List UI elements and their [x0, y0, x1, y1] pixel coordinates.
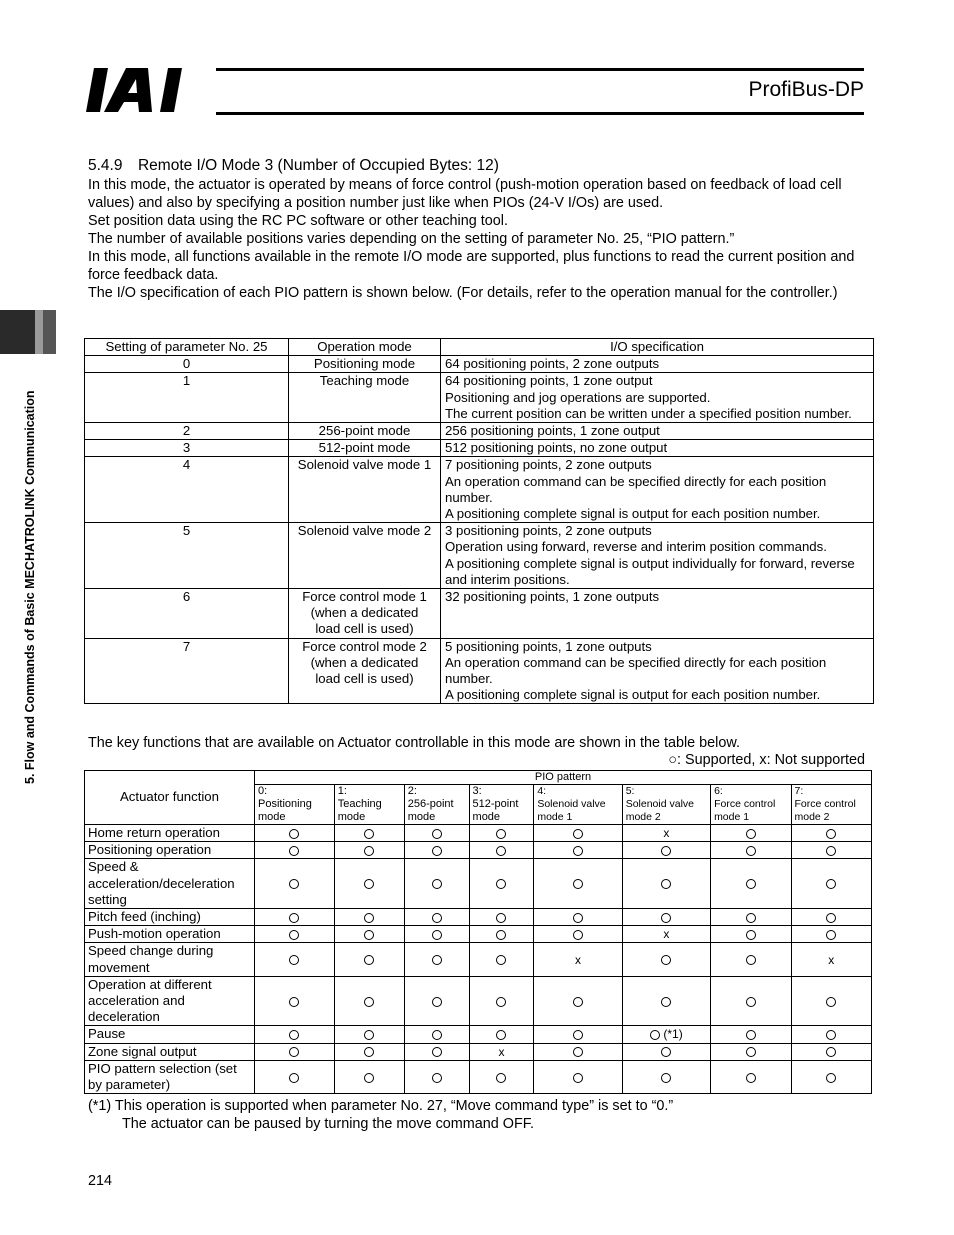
- supported-circle-icon: [661, 1047, 671, 1057]
- supported-circle-icon: [746, 1073, 756, 1083]
- mode-cell: [289, 423, 441, 440]
- mode-cell: [289, 356, 441, 373]
- supported-circle-icon: [661, 997, 671, 1007]
- table-row: [85, 457, 874, 523]
- supported-circle-icon: [496, 1073, 506, 1083]
- support-mark-cell: [469, 859, 534, 909]
- section-intro: [88, 176, 868, 302]
- table-row: [85, 440, 874, 457]
- supported-circle-icon: [746, 1047, 756, 1057]
- table-row: [85, 909, 872, 926]
- supported-circle-icon: [746, 829, 756, 839]
- support-mark-cell: [334, 1043, 404, 1060]
- support-mark-cell: [711, 859, 791, 909]
- supported-circle-icon: [573, 1047, 583, 1057]
- support-mark-cell: [534, 926, 622, 943]
- setting-cell: 3: [85, 440, 289, 457]
- support-legend: ○: Supported, x: Not supported: [668, 752, 865, 768]
- supported-circle-icon: [746, 955, 756, 965]
- supported-circle-icon: [432, 930, 442, 940]
- support-mark-cell: x: [534, 943, 622, 976]
- supported-circle-icon: [496, 955, 506, 965]
- supported-circle-icon: [746, 879, 756, 889]
- support-mark-cell: [334, 1060, 404, 1093]
- supported-circle-icon: [364, 1073, 374, 1083]
- spec-line: A positioning complete signal is output individually for forward, reverse and interim positions.: [445, 555, 855, 587]
- supported-circle-icon: [364, 829, 374, 839]
- table-row: [85, 373, 874, 423]
- pattern-name: Solenoid valve mode 1: [537, 798, 606, 823]
- mode-line: Solenoid valve mode 1: [297, 457, 432, 473]
- function-name-cell: Operation at different acceleration and deceleration: [85, 976, 255, 1026]
- spec-line: 3 positioning points, 2 zone outputs: [445, 523, 652, 539]
- support-mark-cell: [255, 909, 335, 926]
- mode-line: load cell is used): [315, 621, 414, 637]
- supported-circle-icon: [826, 829, 836, 839]
- intro-paragraph: The I/O specification of each PIO pattern is shown below. (For details, refer to the operation manual for the controller.): [88, 285, 838, 301]
- supported-circle-icon: [496, 930, 506, 940]
- table-row: [85, 589, 874, 639]
- supported-circle-icon: [573, 879, 583, 889]
- support-mark-cell: [404, 1060, 469, 1093]
- footnote-line: (*1) This operation is supported when parameter No. 27, “Move command type” is set to “0.”: [88, 1098, 674, 1114]
- pattern-number: 2:: [407, 785, 417, 797]
- pattern-name: Force control mode 1: [714, 798, 776, 823]
- function-name-cell: Positioning operation: [85, 842, 255, 859]
- spec-line: 512 positioning points, no zone output: [445, 440, 668, 456]
- pattern-header: [534, 785, 622, 825]
- pattern-number: 6:: [714, 785, 723, 797]
- support-mark-cell: [534, 1026, 622, 1043]
- table-row: [85, 1060, 872, 1093]
- supported-circle-icon: [661, 846, 671, 856]
- pattern-number: 5:: [625, 785, 635, 797]
- header-title: ProfiBus-DP: [748, 78, 864, 101]
- support-mark-cell: [404, 1043, 469, 1060]
- pattern-number: 1:: [337, 785, 347, 797]
- pattern-header: [711, 785, 791, 825]
- support-mark-cell: [469, 976, 534, 1026]
- spec-line: 256 positioning points, 1 zone output: [445, 423, 660, 439]
- support-mark-cell: [255, 1060, 335, 1093]
- column-header: Actuator function: [85, 771, 255, 825]
- support-mark-cell: [469, 825, 534, 842]
- mode-line: Solenoid valve mode 2: [297, 523, 432, 539]
- supported-circle-icon: [826, 1030, 836, 1040]
- support-mark-cell: [334, 909, 404, 926]
- spec-cell: [441, 523, 874, 589]
- supported-circle-icon: [289, 1073, 299, 1083]
- column-header: Operation mode: [289, 339, 441, 356]
- supported-circle-icon: [289, 997, 299, 1007]
- support-mark-cell: [334, 842, 404, 859]
- supported-circle-icon: [289, 879, 299, 889]
- spec-line: 32 positioning points, 1 zone outputs: [445, 589, 660, 605]
- section-heading: 5.4.9 Remote I/O Mode 3 (Number of Occupied Bytes: 12): [88, 157, 499, 174]
- mode-line: 256-point mode: [318, 423, 411, 439]
- supported-circle-icon: [364, 1030, 374, 1040]
- support-mark-cell: [404, 842, 469, 859]
- table-row: [85, 356, 874, 373]
- supported-circle-icon: [826, 1073, 836, 1083]
- function-name-cell: Speed & acceleration/deceleration setting: [85, 859, 255, 909]
- table-row: [85, 842, 872, 859]
- supported-circle-icon: [826, 930, 836, 940]
- table-row: [85, 523, 874, 589]
- spec-line: A positioning complete signal is output for each position number.: [445, 687, 821, 703]
- setting-cell: 7: [85, 638, 289, 704]
- supported-circle-icon: [573, 930, 583, 940]
- support-mark-cell: [791, 825, 872, 842]
- supported-circle-icon: [289, 1047, 299, 1057]
- mode-cell: [289, 589, 441, 639]
- supported-circle-icon: [661, 1073, 671, 1083]
- pattern-name: Solenoid valve mode 2: [625, 798, 694, 823]
- function-name-cell: Pause: [85, 1026, 255, 1043]
- mode-cell: [289, 457, 441, 523]
- table-header-row: [85, 339, 874, 356]
- support-mark-cell: [622, 943, 710, 976]
- column-header: I/O specification: [441, 339, 874, 356]
- supported-circle-icon: [573, 997, 583, 1007]
- mode-cell: [289, 638, 441, 704]
- supported-circle-icon: [364, 846, 374, 856]
- supported-circle-icon: [496, 1030, 506, 1040]
- note-ref: (*1): [660, 1027, 683, 1042]
- mode-line: (when a dedicated: [310, 654, 419, 670]
- support-mark-cell: [469, 943, 534, 976]
- pattern-number: 0:: [258, 785, 268, 797]
- supported-circle-icon: [573, 846, 583, 856]
- function-name-cell: Speed change during movement: [85, 943, 255, 976]
- footnote: [88, 1097, 673, 1133]
- function-name-cell: Home return operation: [85, 825, 255, 842]
- supported-circle-icon: [573, 913, 583, 923]
- pattern-header: [255, 785, 335, 825]
- support-mark-cell: x: [622, 926, 710, 943]
- support-mark-cell: [334, 1026, 404, 1043]
- supported-circle-icon: [432, 1047, 442, 1057]
- mode-line: (when a dedicated: [310, 605, 419, 621]
- support-mark-cell: [791, 909, 872, 926]
- support-mark-cell: [469, 926, 534, 943]
- support-mark-cell: [255, 859, 335, 909]
- support-mark-cell: x: [622, 825, 710, 842]
- pattern-header: [334, 785, 404, 825]
- spec-cell: [441, 423, 874, 440]
- support-mark-cell: [255, 926, 335, 943]
- support-mark-cell: [255, 943, 335, 976]
- support-mark-cell: [711, 909, 791, 926]
- support-mark-cell: [711, 976, 791, 1026]
- support-mark-cell: [711, 1060, 791, 1093]
- supported-circle-icon: [661, 955, 671, 965]
- table-row: [85, 976, 872, 1026]
- pattern-number: 4:: [537, 785, 547, 797]
- support-mark-cell: [711, 825, 791, 842]
- column-header: PIO pattern: [255, 771, 872, 785]
- pattern-header: [469, 785, 534, 825]
- table-row: [85, 1026, 872, 1043]
- supported-circle-icon: [289, 930, 299, 940]
- pattern-header: [791, 785, 872, 825]
- supported-circle-icon: [746, 846, 756, 856]
- key-functions-text: The key functions that are available on Actuator controllable in this mode are shown in the table below.: [88, 735, 740, 751]
- support-mark-cell: [469, 909, 534, 926]
- table-row: [85, 423, 874, 440]
- spec-line: An operation command can be specified directly for each position number.: [445, 654, 827, 687]
- function-support-table: [84, 770, 872, 1094]
- support-mark-cell: [534, 976, 622, 1026]
- support-mark-cell: [404, 926, 469, 943]
- support-mark-cell: [404, 859, 469, 909]
- supported-circle-icon: [289, 913, 299, 923]
- support-mark-cell: [534, 1060, 622, 1093]
- function-name-cell: PIO pattern selection (set by parameter): [85, 1060, 255, 1093]
- intro-paragraph: Set position data using the RC PC software or other teaching tool.: [88, 213, 508, 229]
- support-mark-cell: [534, 842, 622, 859]
- support-mark-cell: [404, 976, 469, 1026]
- support-mark-cell: [791, 842, 872, 859]
- support-mark-cell: [255, 1043, 335, 1060]
- mode-line: Teaching mode: [319, 373, 410, 389]
- supported-circle-icon: [746, 930, 756, 940]
- pattern-header: [622, 785, 710, 825]
- mode-line: Force control mode 2: [302, 638, 427, 654]
- pattern-name: 256-point mode: [407, 798, 454, 823]
- support-mark-cell: [622, 842, 710, 859]
- setting-cell: 4: [85, 457, 289, 523]
- support-mark-cell: [334, 859, 404, 909]
- support-mark-cell: [711, 1043, 791, 1060]
- spec-line: A positioning complete signal is output for each position number.: [445, 506, 821, 522]
- table-row: [85, 638, 874, 704]
- support-mark-cell: [622, 1043, 710, 1060]
- pattern-number: 7:: [794, 785, 804, 797]
- spec-cell: [441, 440, 874, 457]
- table-row: [85, 859, 872, 909]
- supported-circle-icon: [432, 1073, 442, 1083]
- mode-cell: [289, 523, 441, 589]
- chapter-tab-marker: [0, 310, 56, 354]
- mode-cell: [289, 373, 441, 423]
- table-row: [85, 1043, 872, 1060]
- supported-circle-icon: [746, 913, 756, 923]
- supported-circle-icon: [289, 829, 299, 839]
- spec-line: 64 positioning points, 1 zone output: [445, 373, 653, 389]
- mode-cell: [289, 440, 441, 457]
- support-mark-cell: [334, 943, 404, 976]
- intro-paragraph: The number of available positions varies depending on the setting of parameter No. 25, “PIO pattern.”: [88, 231, 735, 247]
- support-mark-cell: [334, 926, 404, 943]
- supported-circle-icon: [364, 879, 374, 889]
- support-mark-cell: [622, 909, 710, 926]
- supported-circle-icon: [289, 1030, 299, 1040]
- support-mark-cell: [622, 859, 710, 909]
- spec-line: 64 positioning points, 2 zone outputs: [445, 356, 660, 372]
- support-mark-cell: [622, 976, 710, 1026]
- support-mark-cell: [469, 1060, 534, 1093]
- chapter-side-label: 5. Flow and Commands of Basic MECHATROLINK Communication: [23, 390, 37, 784]
- supported-circle-icon: [432, 846, 442, 856]
- support-mark-cell: [791, 976, 872, 1026]
- support-mark-cell: [534, 825, 622, 842]
- supported-circle-icon: [432, 1030, 442, 1040]
- support-mark-cell: [711, 842, 791, 859]
- supported-circle-icon: [661, 879, 671, 889]
- support-mark-cell: [469, 842, 534, 859]
- supported-circle-icon: [573, 1030, 583, 1040]
- page-number: 214: [88, 1173, 113, 1189]
- supported-circle-icon: [573, 829, 583, 839]
- supported-circle-icon: [826, 913, 836, 923]
- supported-circle-icon: [496, 879, 506, 889]
- pattern-name: Force control mode 2: [794, 798, 856, 823]
- function-name-cell: Pitch feed (inching): [85, 909, 255, 926]
- supported-circle-icon: [826, 846, 836, 856]
- function-name-cell: Push-motion operation: [85, 926, 255, 943]
- spec-line: 5 positioning points, 1 zone outputs: [445, 638, 652, 654]
- spec-line: An operation command can be specified directly for each position number.: [445, 473, 827, 505]
- spec-cell: [441, 457, 874, 523]
- support-mark-cell: [534, 1043, 622, 1060]
- spec-cell: [441, 356, 874, 373]
- intro-paragraph: In this mode, the actuator is operated by means of force control (push-motion operation based on feedback of load cell values) and also by specifying a position number just like when PIOs (24-V I/Os) are used.: [88, 177, 842, 211]
- supported-circle-icon: [826, 879, 836, 889]
- mode-line: 512-point mode: [318, 440, 411, 456]
- support-mark-cell: [711, 1026, 791, 1043]
- supported-circle-icon: [364, 955, 374, 965]
- supported-circle-icon: [496, 829, 506, 839]
- supported-circle-icon: [826, 1047, 836, 1057]
- supported-circle-icon: [364, 930, 374, 940]
- support-mark-cell: [255, 976, 335, 1026]
- spec-line: Operation using forward, reverse and interim position commands.: [445, 539, 827, 555]
- support-mark-cell: [711, 943, 791, 976]
- pattern-header: [404, 785, 469, 825]
- supported-circle-icon: [364, 913, 374, 923]
- setting-cell: 2: [85, 423, 289, 440]
- supported-circle-icon: [826, 997, 836, 1007]
- mode-line: Positioning mode: [313, 356, 416, 372]
- pattern-name: Positioning mode: [258, 798, 312, 823]
- supported-circle-icon: [289, 846, 299, 856]
- pattern-number: 3:: [472, 785, 482, 797]
- supported-circle-icon: [496, 846, 506, 856]
- support-mark-cell: [791, 926, 872, 943]
- setting-cell: 6: [85, 589, 289, 639]
- supported-circle-icon: [432, 913, 442, 923]
- support-mark-cell: x: [791, 943, 872, 976]
- spec-cell: [441, 638, 874, 704]
- table-header-row: [85, 771, 872, 785]
- supported-circle-icon: [496, 997, 506, 1007]
- support-mark-cell: [534, 859, 622, 909]
- support-mark-cell: [404, 943, 469, 976]
- support-mark-cell: [255, 1026, 335, 1043]
- pattern-name: 512-point mode: [472, 798, 519, 823]
- support-mark-cell: [622, 1060, 710, 1093]
- support-mark-cell: [791, 859, 872, 909]
- spec-line: The current position can be written under a specified position number.: [445, 405, 852, 421]
- pio-pattern-table: [84, 338, 874, 704]
- table-row: [85, 926, 872, 943]
- support-mark-cell: [711, 926, 791, 943]
- mode-line: load cell is used): [315, 671, 414, 687]
- supported-circle-icon: [432, 955, 442, 965]
- support-mark-cell: x: [469, 1043, 534, 1060]
- support-mark-cell: [469, 1026, 534, 1043]
- spec-cell: [441, 589, 874, 639]
- support-mark-cell: [404, 909, 469, 926]
- supported-circle-icon: [496, 913, 506, 923]
- supported-circle-icon: [364, 997, 374, 1007]
- footnote-line: The actuator can be paused by turning the move command OFF.: [122, 1116, 534, 1132]
- support-mark-cell: [334, 976, 404, 1026]
- supported-circle-icon: [661, 913, 671, 923]
- supported-circle-icon: [573, 1073, 583, 1083]
- support-mark-cell: [534, 909, 622, 926]
- support-mark-cell: [622, 1026, 710, 1043]
- support-mark-cell: [404, 825, 469, 842]
- support-mark-cell: [255, 842, 335, 859]
- intro-paragraph: In this mode, all functions available in the remote I/O mode are supported, plus functions to read the current position and force feedback data.: [88, 249, 855, 283]
- spec-cell: [441, 373, 874, 423]
- iai-logo: [86, 66, 206, 114]
- supported-circle-icon: [364, 1047, 374, 1057]
- column-header: Setting of parameter No. 25: [85, 339, 289, 356]
- support-mark-cell: [791, 1026, 872, 1043]
- support-mark-cell: [334, 825, 404, 842]
- supported-circle-icon: [650, 1030, 660, 1040]
- pattern-name: Teaching mode: [337, 798, 382, 823]
- header-rule-top: [216, 68, 864, 71]
- spec-line: Positioning and jog operations are supported.: [445, 389, 711, 405]
- support-mark-cell: [255, 825, 335, 842]
- support-mark-cell: [404, 1026, 469, 1043]
- supported-circle-icon: [746, 1030, 756, 1040]
- supported-circle-icon: [289, 955, 299, 965]
- header-rule-bottom: [216, 112, 864, 115]
- spec-line: 7 positioning points, 2 zone outputs: [445, 457, 652, 473]
- function-name-cell: Zone signal output: [85, 1043, 255, 1060]
- supported-circle-icon: [432, 879, 442, 889]
- support-mark-cell: [791, 1060, 872, 1093]
- supported-circle-icon: [432, 997, 442, 1007]
- table-row: [85, 943, 872, 976]
- supported-circle-icon: [746, 997, 756, 1007]
- mode-line: Force control mode 1: [302, 589, 427, 605]
- setting-cell: 0: [85, 356, 289, 373]
- setting-cell: 1: [85, 373, 289, 423]
- support-mark-cell: [791, 1043, 872, 1060]
- supported-circle-icon: [432, 829, 442, 839]
- setting-cell: 5: [85, 523, 289, 589]
- table-row: [85, 825, 872, 842]
